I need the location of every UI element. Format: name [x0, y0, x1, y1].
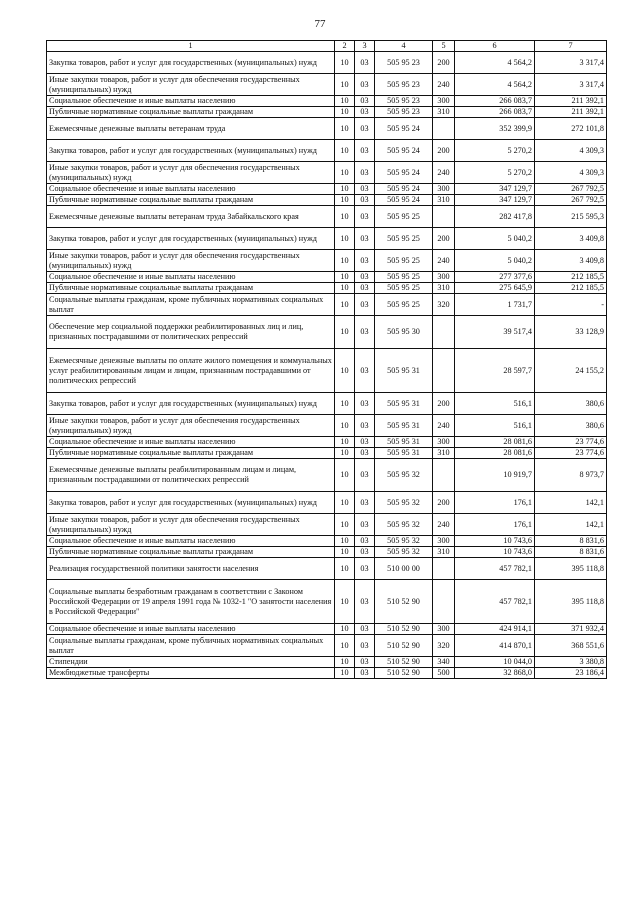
table-row	[47, 437, 607, 448]
expense-type-code: 310	[433, 195, 455, 206]
target-article-code: 505 95 23	[375, 107, 433, 118]
subsection-code: 03	[355, 107, 375, 118]
subsection-code: 03	[355, 184, 375, 195]
amount-executed: 33 128,9	[535, 316, 607, 349]
subsection-code: 03	[355, 228, 375, 250]
expense-type-code: 300	[433, 96, 455, 107]
amount-executed: 267 792,5	[535, 184, 607, 195]
amount-executed: 23 774,6	[535, 437, 607, 448]
table-row	[47, 228, 607, 250]
row-name: Ежемесячные денежные выплаты по оплате жилого помещения и коммунальных услуг реабилитированным лицам и лицам, признанным пострадавшими от политических репрессий	[47, 349, 335, 393]
budget-table	[46, 40, 607, 679]
table-row	[47, 668, 607, 679]
section-code: 10	[335, 393, 355, 415]
target-article-code: 505 95 30	[375, 316, 433, 349]
amount-plan: 1 731,7	[455, 294, 535, 316]
expense-type-code: 240	[433, 415, 455, 437]
table-row	[47, 74, 607, 96]
row-name: Социальное обеспечение и иные выплаты населению	[47, 184, 335, 195]
amount-executed: 380,6	[535, 393, 607, 415]
target-article-code: 505 95 25	[375, 294, 433, 316]
amount-executed: 212 185,5	[535, 272, 607, 283]
amount-plan: 10 743,6	[455, 547, 535, 558]
table-row	[47, 635, 607, 657]
subsection-code: 03	[355, 514, 375, 536]
target-article-code: 505 95 25	[375, 272, 433, 283]
target-article-code: 505 95 24	[375, 140, 433, 162]
table-row	[47, 448, 607, 459]
header-cell: 7	[535, 41, 607, 52]
section-code: 10	[335, 195, 355, 206]
table-row	[47, 514, 607, 536]
target-article-code: 505 95 24	[375, 184, 433, 195]
target-article-code: 505 95 23	[375, 96, 433, 107]
expense-type-code: 200	[433, 52, 455, 74]
amount-plan: 414 870,1	[455, 635, 535, 657]
amount-plan: 275 645,9	[455, 283, 535, 294]
expense-type-code	[433, 580, 455, 624]
amount-executed: 368 551,6	[535, 635, 607, 657]
section-code: 10	[335, 184, 355, 195]
amount-plan: 516,1	[455, 415, 535, 437]
amount-executed: 3 317,4	[535, 52, 607, 74]
expense-type-code: 300	[433, 184, 455, 195]
amount-plan: 10 743,6	[455, 536, 535, 547]
amount-executed: 4 309,3	[535, 162, 607, 184]
expense-type-code: 500	[433, 668, 455, 679]
table-row	[47, 657, 607, 668]
amount-executed: 3 380,8	[535, 657, 607, 668]
target-article-code: 505 95 31	[375, 393, 433, 415]
amount-plan: 5 040,2	[455, 228, 535, 250]
section-code: 10	[335, 316, 355, 349]
row-name: Публичные нормативные социальные выплаты гражданам	[47, 195, 335, 206]
section-code: 10	[335, 349, 355, 393]
section-code: 10	[335, 459, 355, 492]
section-code: 10	[335, 547, 355, 558]
table-row	[47, 349, 607, 393]
subsection-code: 03	[355, 162, 375, 184]
amount-executed: 8 831,6	[535, 547, 607, 558]
amount-executed: 395 118,8	[535, 580, 607, 624]
amount-executed: 8 831,6	[535, 536, 607, 547]
expense-type-code: 200	[433, 492, 455, 514]
amount-plan: 277 377,6	[455, 272, 535, 283]
subsection-code: 03	[355, 437, 375, 448]
row-name: Социальное обеспечение и иные выплаты населению	[47, 272, 335, 283]
expense-type-code: 200	[433, 228, 455, 250]
subsection-code: 03	[355, 206, 375, 228]
section-code: 10	[335, 118, 355, 140]
row-name: Социальные выплаты безработным гражданам в соответствии с Законом Российской Федерации от 19 апреля 1991 года № 1032-1 "О занятости населения в Российской Федерации"	[47, 580, 335, 624]
subsection-code: 03	[355, 96, 375, 107]
amount-plan: 39 517,4	[455, 316, 535, 349]
amount-plan: 266 083,7	[455, 96, 535, 107]
table-row	[47, 184, 607, 195]
subsection-code: 03	[355, 624, 375, 635]
target-article-code: 505 95 32	[375, 547, 433, 558]
row-name: Закупка товаров, работ и услуг для государственных (муниципальных) нужд	[47, 492, 335, 514]
row-name: Социальное обеспечение и иные выплаты населению	[47, 624, 335, 635]
amount-plan: 176,1	[455, 492, 535, 514]
target-article-code: 505 95 25	[375, 228, 433, 250]
table-row	[47, 250, 607, 272]
subsection-code: 03	[355, 283, 375, 294]
target-article-code: 505 95 31	[375, 437, 433, 448]
header-cell: 4	[375, 41, 433, 52]
amount-executed: 215 595,3	[535, 206, 607, 228]
table-header-row	[47, 41, 607, 52]
amount-executed: 3 409,8	[535, 250, 607, 272]
header-cell: 6	[455, 41, 535, 52]
expense-type-code: 300	[433, 437, 455, 448]
table-row	[47, 118, 607, 140]
section-code: 10	[335, 283, 355, 294]
row-name: Стипендии	[47, 657, 335, 668]
section-code: 10	[335, 74, 355, 96]
table-row	[47, 140, 607, 162]
subsection-code: 03	[355, 558, 375, 580]
amount-plan: 282 417,8	[455, 206, 535, 228]
expense-type-code: 340	[433, 657, 455, 668]
amount-executed: 211 392,1	[535, 107, 607, 118]
row-name: Обеспечение мер социальной поддержки реабилитированных лиц и лиц, признанных пострадавшими от политических репрессий	[47, 316, 335, 349]
section-code: 10	[335, 96, 355, 107]
table-row	[47, 162, 607, 184]
amount-plan: 4 564,2	[455, 74, 535, 96]
amount-plan: 347 129,7	[455, 195, 535, 206]
row-name: Иные закупки товаров, работ и услуг для обеспечения государственных (муниципальных) нужд	[47, 162, 335, 184]
subsection-code: 03	[355, 415, 375, 437]
subsection-code: 03	[355, 74, 375, 96]
table-row	[47, 547, 607, 558]
row-name: Закупка товаров, работ и услуг для государственных (муниципальных) нужд	[47, 52, 335, 74]
table-row	[47, 195, 607, 206]
row-name: Социальное обеспечение и иные выплаты населению	[47, 536, 335, 547]
target-article-code: 505 95 23	[375, 74, 433, 96]
amount-plan: 5 040,2	[455, 250, 535, 272]
section-code: 10	[335, 415, 355, 437]
expense-type-code	[433, 459, 455, 492]
amount-plan: 516,1	[455, 393, 535, 415]
table-row	[47, 580, 607, 624]
section-code: 10	[335, 657, 355, 668]
row-name: Закупка товаров, работ и услуг для государственных (муниципальных) нужд	[47, 140, 335, 162]
subsection-code: 03	[355, 448, 375, 459]
amount-plan: 266 083,7	[455, 107, 535, 118]
row-name: Публичные нормативные социальные выплаты гражданам	[47, 448, 335, 459]
row-name: Социальное обеспечение и иные выплаты населению	[47, 96, 335, 107]
expense-type-code: 240	[433, 514, 455, 536]
amount-plan: 32 868,0	[455, 668, 535, 679]
row-name: Социальные выплаты гражданам, кроме публичных нормативных социальных выплат	[47, 635, 335, 657]
section-code: 10	[335, 624, 355, 635]
subsection-code: 03	[355, 349, 375, 393]
expense-type-code: 200	[433, 140, 455, 162]
target-article-code: 505 95 31	[375, 349, 433, 393]
row-name: Иные закупки товаров, работ и услуг для обеспечения государственных (муниципальных) нужд	[47, 74, 335, 96]
amount-executed: 142,1	[535, 514, 607, 536]
subsection-code: 03	[355, 492, 375, 514]
expense-type-code	[433, 206, 455, 228]
table-row	[47, 624, 607, 635]
amount-executed: 23 186,4	[535, 668, 607, 679]
section-code: 10	[335, 492, 355, 514]
section-code: 10	[335, 536, 355, 547]
row-name: Социальное обеспечение и иные выплаты населению	[47, 437, 335, 448]
expense-type-code: 300	[433, 272, 455, 283]
row-name: Закупка товаров, работ и услуг для государственных (муниципальных) нужд	[47, 393, 335, 415]
table-row	[47, 316, 607, 349]
amount-executed: 395 118,8	[535, 558, 607, 580]
header-cell: 3	[355, 41, 375, 52]
expense-type-code: 200	[433, 393, 455, 415]
amount-executed: 211 392,1	[535, 96, 607, 107]
amount-executed: -	[535, 294, 607, 316]
expense-type-code	[433, 118, 455, 140]
expense-type-code: 310	[433, 448, 455, 459]
header-cell: 5	[433, 41, 455, 52]
section-code: 10	[335, 52, 355, 74]
amount-executed: 3 409,8	[535, 228, 607, 250]
section-code: 10	[335, 558, 355, 580]
target-article-code: 505 95 25	[375, 283, 433, 294]
page-number: 77	[314, 18, 326, 30]
row-name: Ежемесячные денежные выплаты ветеранам труда	[47, 118, 335, 140]
amount-plan: 10 919,7	[455, 459, 535, 492]
target-article-code: 510 52 90	[375, 635, 433, 657]
subsection-code: 03	[355, 195, 375, 206]
subsection-code: 03	[355, 250, 375, 272]
row-name: Иные закупки товаров, работ и услуг для обеспечения государственных (муниципальных) нужд	[47, 250, 335, 272]
expense-type-code: 240	[433, 162, 455, 184]
row-name: Ежемесячные денежные выплаты ветеранам труда Забайкальского края	[47, 206, 335, 228]
expense-type-code	[433, 349, 455, 393]
target-article-code: 505 95 25	[375, 206, 433, 228]
expense-type-code: 310	[433, 283, 455, 294]
amount-plan: 28 081,6	[455, 448, 535, 459]
section-code: 10	[335, 250, 355, 272]
amount-executed: 380,6	[535, 415, 607, 437]
subsection-code: 03	[355, 668, 375, 679]
amount-plan: 176,1	[455, 514, 535, 536]
row-name: Межбюджетные трансферты	[47, 668, 335, 679]
expense-type-code: 300	[433, 536, 455, 547]
expense-type-code	[433, 316, 455, 349]
amount-plan: 5 270,2	[455, 140, 535, 162]
header-cell: 2	[335, 41, 355, 52]
expense-type-code: 300	[433, 624, 455, 635]
target-article-code: 510 52 90	[375, 668, 433, 679]
subsection-code: 03	[355, 140, 375, 162]
section-code: 10	[335, 448, 355, 459]
subsection-code: 03	[355, 118, 375, 140]
subsection-code: 03	[355, 635, 375, 657]
subsection-code: 03	[355, 393, 375, 415]
row-name: Ежемесячные денежные выплаты реабилитированным лицам и лицам, признанным пострадавшими от политических репрессий	[47, 459, 335, 492]
amount-plan: 10 044,0	[455, 657, 535, 668]
amount-plan: 457 782,1	[455, 580, 535, 624]
section-code: 10	[335, 162, 355, 184]
target-article-code: 505 95 24	[375, 195, 433, 206]
table-row	[47, 107, 607, 118]
section-code: 10	[335, 140, 355, 162]
target-article-code: 505 95 32	[375, 492, 433, 514]
table-row	[47, 96, 607, 107]
table-row	[47, 294, 607, 316]
target-article-code: 505 95 24	[375, 162, 433, 184]
target-article-code: 510 52 90	[375, 624, 433, 635]
amount-plan: 347 129,7	[455, 184, 535, 195]
header-cell: 1	[47, 41, 335, 52]
table-row	[47, 206, 607, 228]
table-row	[47, 393, 607, 415]
expense-type-code: 240	[433, 74, 455, 96]
amount-executed: 23 774,6	[535, 448, 607, 459]
expense-type-code	[433, 558, 455, 580]
target-article-code: 510 00 00	[375, 558, 433, 580]
row-name: Иные закупки товаров, работ и услуг для обеспечения государственных (муниципальных) нужд	[47, 415, 335, 437]
table-row	[47, 558, 607, 580]
amount-executed: 212 185,5	[535, 283, 607, 294]
target-article-code: 510 52 90	[375, 580, 433, 624]
subsection-code: 03	[355, 536, 375, 547]
row-name: Публичные нормативные социальные выплаты гражданам	[47, 283, 335, 294]
expense-type-code: 310	[433, 107, 455, 118]
table-row	[47, 272, 607, 283]
table-row	[47, 52, 607, 74]
expense-type-code: 320	[433, 635, 455, 657]
target-article-code: 505 95 24	[375, 118, 433, 140]
table-row	[47, 536, 607, 547]
amount-executed: 371 932,4	[535, 624, 607, 635]
amount-executed: 142,1	[535, 492, 607, 514]
row-name: Иные закупки товаров, работ и услуг для обеспечения государственных (муниципальных) нужд	[47, 514, 335, 536]
target-article-code: 505 95 31	[375, 448, 433, 459]
section-code: 10	[335, 107, 355, 118]
section-code: 10	[335, 514, 355, 536]
amount-executed: 3 317,4	[535, 74, 607, 96]
section-code: 10	[335, 635, 355, 657]
target-article-code: 505 95 32	[375, 536, 433, 547]
section-code: 10	[335, 272, 355, 283]
subsection-code: 03	[355, 547, 375, 558]
target-article-code: 505 95 32	[375, 514, 433, 536]
row-name: Закупка товаров, работ и услуг для государственных (муниципальных) нужд	[47, 228, 335, 250]
section-code: 10	[335, 580, 355, 624]
row-name: Публичные нормативные социальные выплаты гражданам	[47, 547, 335, 558]
table-row	[47, 492, 607, 514]
target-article-code: 505 95 25	[375, 250, 433, 272]
target-article-code: 505 95 31	[375, 415, 433, 437]
table-row	[47, 459, 607, 492]
target-article-code: 505 95 23	[375, 52, 433, 74]
expense-type-code: 240	[433, 250, 455, 272]
subsection-code: 03	[355, 294, 375, 316]
section-code: 10	[335, 228, 355, 250]
subsection-code: 03	[355, 272, 375, 283]
amount-executed: 267 792,5	[535, 195, 607, 206]
amount-plan: 28 081,6	[455, 437, 535, 448]
table-row	[47, 283, 607, 294]
subsection-code: 03	[355, 52, 375, 74]
subsection-code: 03	[355, 316, 375, 349]
amount-plan: 457 782,1	[455, 558, 535, 580]
subsection-code: 03	[355, 580, 375, 624]
expense-type-code: 310	[433, 547, 455, 558]
amount-executed: 8 973,7	[535, 459, 607, 492]
row-name: Социальные выплаты гражданам, кроме публичных нормативных социальных выплат	[47, 294, 335, 316]
amount-plan: 4 564,2	[455, 52, 535, 74]
amount-plan: 28 597,7	[455, 349, 535, 393]
amount-plan: 424 914,1	[455, 624, 535, 635]
subsection-code: 03	[355, 657, 375, 668]
subsection-code: 03	[355, 459, 375, 492]
section-code: 10	[335, 668, 355, 679]
row-name: Реализация государственной политики занятости населения	[47, 558, 335, 580]
amount-plan: 5 270,2	[455, 162, 535, 184]
target-article-code: 510 52 90	[375, 657, 433, 668]
amount-executed: 272 101,8	[535, 118, 607, 140]
amount-executed: 4 309,3	[535, 140, 607, 162]
section-code: 10	[335, 294, 355, 316]
target-article-code: 505 95 32	[375, 459, 433, 492]
expense-type-code: 320	[433, 294, 455, 316]
section-code: 10	[335, 206, 355, 228]
amount-plan: 352 399,9	[455, 118, 535, 140]
table-row	[47, 415, 607, 437]
section-code: 10	[335, 437, 355, 448]
row-name: Публичные нормативные социальные выплаты гражданам	[47, 107, 335, 118]
amount-executed: 24 155,2	[535, 349, 607, 393]
